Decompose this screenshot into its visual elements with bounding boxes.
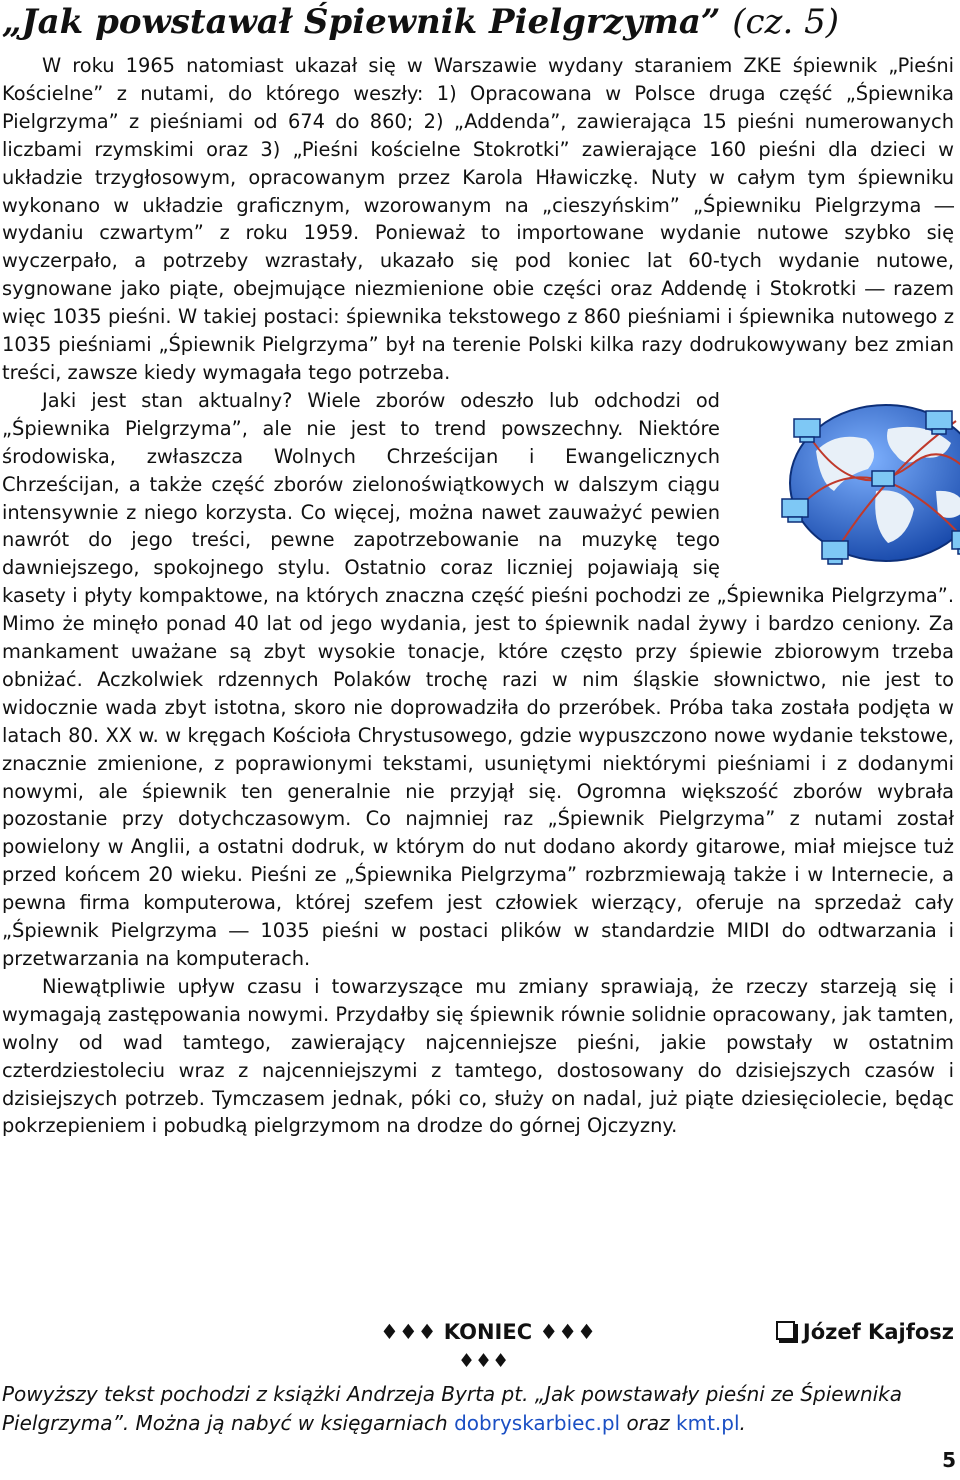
globe-network-icon — [776, 391, 960, 569]
author-name: Józef Kajfosz — [802, 1320, 954, 1344]
checkbox-icon — [776, 1321, 795, 1340]
source-note-conj: oraz — [626, 1411, 670, 1435]
source-note-text: Powyższy tekst pochodzi z książki Andrzeja Byrta pt. „Jak powstawały pieśni ze Śpiewnika Pielgrzyma”. Można ją nabyć w księgarniach — [2, 1382, 903, 1435]
paragraph-2-text: Jaki jest stan aktualny? Wiele zborów odeszło lub odchodzi od „Śpiewnika Pielgrzyma”, ale nie jest to trend powszechny. Niektóre środowiska, zwłaszcza Wolnych Chrześcijan i Ewangelicznych Chrześcijan, a także część zborów zielonoświątkowych w dalszym ciągu intensywnie z niego korzysta. Co więcej, można nawet zauważyć pewien nawrót do jego treści, pewne zapotrzebowanie na muzykę tego dawniejszego, spokojnego stylu. Ostatnio coraz liczniej pojawiają się kasety i płyty kompaktowe, na których znaczna część pieśni pochodzi ze „Śpiewnika Pielgrzyma”. Mimo że minęło ponad 40 lat od jego wydania, jest to śpiewnik nadal żywy i bardzo ceniony. Za mankament uważane są zbyt wysokie tonacje, które często przy śpiewie zbiorowym trzeba obniżać. Aczkolwiek rdzennych Polaków trochę razi w nim śląskie słownictwo, nie jest to widocznie wada zbyt istotna, skoro nie doprowadziła do przeróbek. Próba taka została podjęta w latach 80. XX w. w kręgach Kościoła Chrystusowego, gdzie wypuszczono nowe wydanie tekstowe, znacznie zmienione, z poprawionymi tekstami, usuniętymi niektórymi pieśniami i z dodanymi nowymi, ale śpiewnik ten generalnie nie przyjął się. Ogromna większość zborów wybrała pozostanie przy dotychczasowym. Co najmniej raz „Śpiewnik Pielgrzyma” z nutami został powielony w Anglii, a ostatni dodruk, w którym do nut dodano akordy gitarowe, miał miejsce tuż przed końcem 20 wieku. Pieśni ze „Śpiewnika Pielgrzyma” rozbrzmiewają także i w Internecie, a pewna firma komputerowa, której szefem jest człowiek wierzący, oferuje na sprzedaż cały „Śpiewnik Pielgrzyma ― 1035 pieśni w postaci plików w standardzie MIDI do odtwarzania i przetwarzania na komputerach. — [2, 388, 954, 970]
koniec-mark: ♦♦♦ KONIEC ♦♦♦ — [380, 1320, 596, 1344]
paragraph-1: W roku 1965 natomiast ukazał się w Warszawie wydany staraniem ZKE śpiewnik „Pieśni Kościelne” z nutami, do którego weszły: 1) Opracowana w Polsce druga część „Śpiewnika Pielgrzyma” z pieśniami od 674 do 860; 2) „Addenda”, zawierająca 15 pieśni numerowanych liczbami rzymskimi oraz 3) „Pieśni kościelne Stokrotki” zawierające 160 pieśni dla dzieci w układzie trzygłosowym, opracowanym przez Karola Hławiczkę. Nuty w całym tym śpiewniku wykonano w układzie graficznym, wzorowanym na „cieszyńskim” „Śpiewniku Pielgrzyma ― wydaniu czwartym” z roku 1959. Ponieważ to importowane wydanie nutowe szybko się wyczerpało, a potrzeby wzrastały, ukazało się pod koniec lat 60-tych wydanie nutowe, sygnowane jako piąte, obejmujące niezmienione obie części oraz Addendę i Stokrotki ― razem więc 1035 pieśni. W takiej postaci: śpiewnika tekstowego z 860 pieśniami i śpiewnika nutowego z 1035 pieśniami „Śpiewnik Pielgrzyma” był na terenie Polski kilka razy dodrukowywany bez zmian treści, zawsze kiedy wymagała tego potrzeba. — [2, 54, 954, 384]
article-title — [2, 0, 958, 44]
globe-network-illustration — [736, 391, 954, 569]
page-number: 5 — [942, 1448, 956, 1472]
closing-line — [2, 1320, 954, 1352]
source-note — [2, 1380, 954, 1438]
link-dobryskarbiec[interactable]: dobryskarbiec.pl — [454, 1411, 621, 1435]
title-part: (cz. 5) — [732, 2, 839, 42]
article-body — [2, 52, 954, 1140]
author-signature — [776, 1320, 954, 1344]
paragraph-3: Niewątpliwie upływ czasu i towarzyszące mu zmiany sprawiają, że rzeczy starzeją się i wymagają zastępowania nowymi. Przydałby się śpiewnik równie solidnie opracowany, jak tamten, wolny od wad tamtego, zawierający najcenniejsze pieśni, jakie powstały w ostatnim czterdziestoleciu wraz z najcenniejszymi z tamtego, dostosowany do dzisiejszych czasów i dzisiejszych potrzeb. Tymczasem jednak, póki co, służy on nadal, już piąte dziesięciolecie, będąc pokrzepieniem i pobudką pielgrzymom na drodze do górnej Ojczyzny. — [2, 974, 954, 1138]
title-main: „Jak powstawał Śpiewnik Pielgrzyma” — [2, 2, 721, 42]
diamond-separator: ♦♦♦ — [458, 1350, 510, 1372]
paragraph-2 — [2, 387, 954, 973]
source-note-end: . — [739, 1411, 746, 1435]
link-kmt[interactable]: kmt.pl — [676, 1411, 740, 1435]
